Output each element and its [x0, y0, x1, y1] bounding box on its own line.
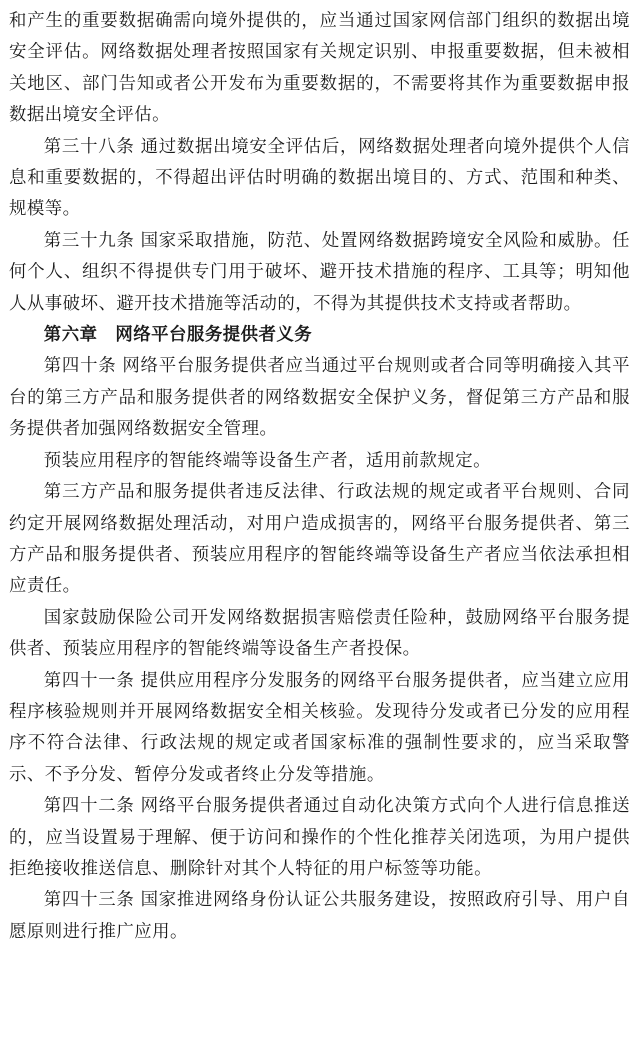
- article-41: [9, 666, 630, 792]
- paragraph-text: 第三方产品和服务提供者违反法律、行政法规的规定或者平台规则、合同约定开展网络数据处理活动，对用户造成损害的，网络平台服务提供者、第三方产品和服务提供者、预装应用程序的智能终端等设备生产者应当依法承担相应责任。: [9, 482, 630, 597]
- article-text: 国家推进网络身份认证公共服务建设，按照政府引导、用户自愿原则进行推广应用。: [9, 890, 630, 942]
- article-label: 第四十三条: [43, 890, 135, 911]
- chapter-heading: 第六章 网络平台服务提供者义务: [43, 325, 313, 346]
- article-label: 第四十二条: [43, 796, 135, 817]
- article-39: [9, 226, 630, 320]
- article-43: [9, 885, 630, 948]
- article-text: 国家采取措施，防范、处置网络数据跨境安全风险和威胁。任何个人、组织不得提供专门用于破坏、避开技术措施的程序、工具等；明知他人从事破坏、避开技术措施等活动的，不得为其提供技术支持或者帮助。: [9, 230, 630, 314]
- article-42: [9, 791, 630, 885]
- paragraph-continuation: [9, 6, 630, 132]
- article-label: 第四十条: [43, 356, 117, 377]
- article-label: 第三十九条: [43, 230, 135, 251]
- paragraph-text: 国家鼓励保险公司开发网络数据损害赔偿责任险种，鼓励网络平台服务提供者、预装应用程序的智能终端等设备生产者投保。: [9, 607, 630, 660]
- article-text: 网络平台服务提供者通过自动化决策方式向个人进行信息推送的，应当设置易于理解、便于访问和操作的个性化推荐关闭选项，为用户提供拒绝接收推送信息、删除针对其个人特征的用户标签等功能。: [9, 796, 630, 879]
- paragraph-text: 和产生的重要数据确需向境外提供的，应当通过国家网信部门组织的数据出境安全评估。网络数据处理者按照国家有关规定识别、申报重要数据，但未被相关地区、部门告知或者公开发布为重要数据的，不需要将其作为重要数据申报数据出境安全评估。: [9, 11, 630, 126]
- article-label: 第四十一条: [43, 670, 135, 691]
- article-text: 通过数据出境安全评估后，网络数据处理者向境外提供个人信息和重要数据的，不得超出评估时明确的数据出境目的、方式、范围和种类、规模等。: [9, 136, 630, 220]
- article-text: 网络平台服务提供者应当通过平台规则或者合同等明确接入其平台的第三方产品和服务提供者的网络数据安全保护义务，督促第三方产品和服务提供者加强网络数据安全管理。: [9, 356, 630, 440]
- article-text: 提供应用程序分发服务的网络平台服务提供者，应当建立应用程序核验规则并开展网络数据安全相关核验。发现待分发或者已分发的应用程序不符合法律、行政法规的规定或者国家标准的强制性要求的，应当采取警示、不予分发、暂停分发或者终止分发等措施。: [9, 670, 630, 785]
- article-38: [9, 132, 630, 226]
- paragraph-text: 预装应用程序的智能终端等设备生产者，适用前款规定。: [43, 450, 492, 471]
- article-label: 第三十八条: [43, 136, 135, 157]
- article-40: [9, 351, 630, 445]
